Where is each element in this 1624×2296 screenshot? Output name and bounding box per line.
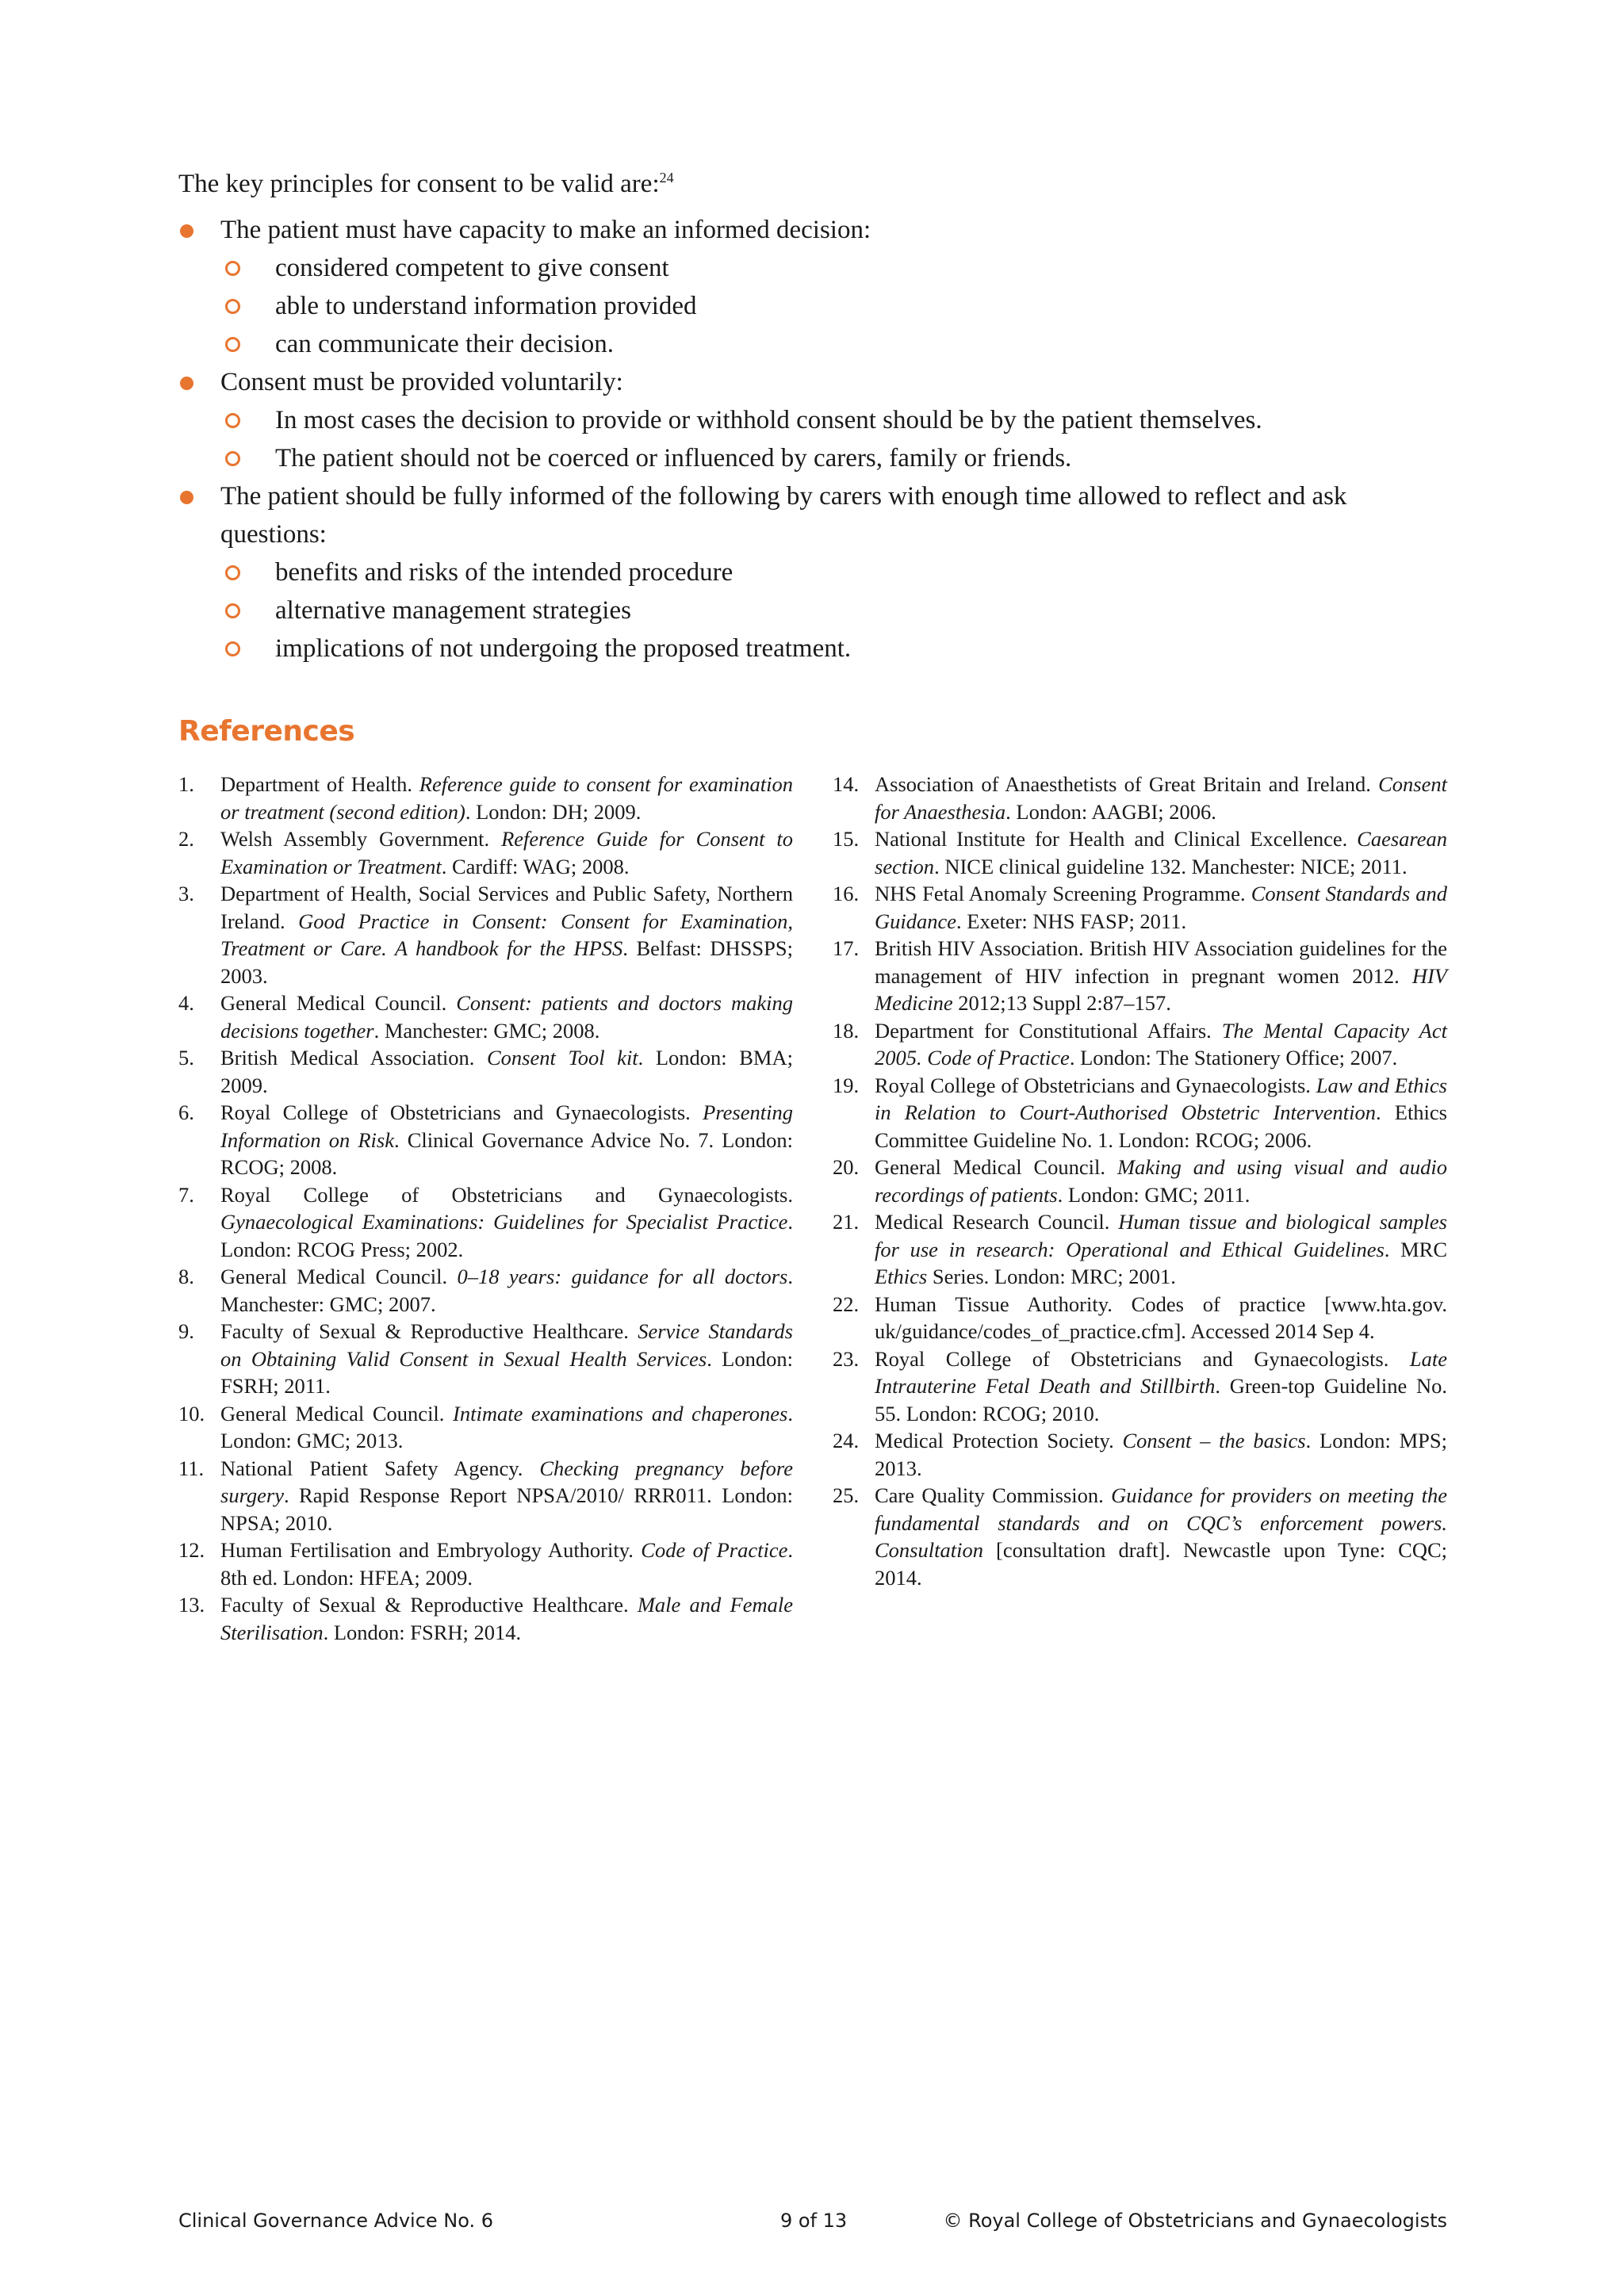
- circle-bullet-icon: [225, 413, 240, 428]
- principle-text: The patient must have capacity to make an informed decision:: [220, 216, 871, 244]
- reference-details: . London: The Stationery Office; 2007.: [1069, 1046, 1398, 1070]
- sub-item-text: In most cases the decision to provide or withhold consent should be by the patient themselves.: [275, 406, 1262, 434]
- footer-copyright: © Royal College of Obstetricians and Gynaecologists: [943, 2210, 1447, 2232]
- reference-author: General Medical Council.: [220, 1265, 458, 1288]
- reference-item: [833, 935, 1447, 1017]
- reference-title: Code of Practice: [641, 1538, 788, 1562]
- reference-details: . London: MPS; 2013.: [875, 1429, 1447, 1480]
- sub-item-text: considered competent to give consent: [275, 254, 669, 282]
- circle-bullet-icon: [225, 299, 240, 314]
- principle-item: [178, 363, 1447, 477]
- principle-text: The patient should be fully informed of the following by carers with enough time allowed to reflect and ask questions:: [220, 482, 1347, 549]
- sub-item-text: implications of not undergoing the proposed treatment.: [275, 634, 852, 663]
- sub-item-text: can communicate their decision.: [275, 330, 615, 358]
- intro-text: [178, 165, 674, 203]
- principle-sub-list: [220, 401, 1447, 477]
- reference-item: [833, 1072, 1447, 1154]
- reference-number: 9.: [178, 1319, 194, 1343]
- reference-number: 24.: [833, 1429, 860, 1452]
- reference-title: Consent – the basics: [1122, 1429, 1306, 1452]
- reference-details: . Rapid Response Report NPSA/2010/ RRR011. London: NPSA; 2010.: [220, 1483, 793, 1535]
- reference-author: National Patient Safety Agency.: [220, 1456, 540, 1480]
- reference-title: Good Practice in Consent: Consent for Examination, Treatment or Care. A handbook for the HPSS: [220, 909, 793, 960]
- reference-title: Law and Ethics in Relation to Court-Authorised Obstetric Intervention: [875, 1073, 1447, 1124]
- reference-details: . London: DH; 2009.: [465, 799, 642, 824]
- reference-details-extra: Series. London: MRC; 2001.: [927, 1265, 1176, 1288]
- reference-number: 21.: [833, 1210, 860, 1234]
- reference-item: [178, 1318, 793, 1400]
- reference-author: Faculty of Sexual & Reproductive Healthcare.: [220, 1593, 638, 1617]
- reference-number: 10.: [178, 1401, 205, 1425]
- reference-details: . London: AAGBI; 2006.: [1005, 799, 1216, 824]
- reference-title-extra: Ethics: [875, 1265, 928, 1288]
- reference-details: . London: FSRH; 2011.: [220, 1346, 793, 1398]
- references-column-right: [833, 771, 1447, 1591]
- reference-author: British HIV Association. British HIV Association guidelines for the management of HIV infection in pregnant women 2012.: [875, 936, 1447, 988]
- reference-details: . Exeter: NHS FASP; 2011.: [956, 909, 1187, 933]
- reference-item: [833, 1017, 1447, 1072]
- reference-item: [178, 1263, 793, 1318]
- reference-title: Gynaecological Examinations: Guidelines for Specialist Practice: [220, 1210, 788, 1234]
- intro-reference-marker: 24: [659, 170, 674, 186]
- reference-author: General Medical Council.: [220, 991, 457, 1015]
- reference-details: . Manchester: GMC; 2008.: [373, 1018, 600, 1043]
- reference-title: Consent Tool kit: [487, 1046, 638, 1070]
- circle-bullet-icon: [225, 641, 240, 656]
- reference-author: General Medical Council.: [875, 1155, 1117, 1179]
- reference-title: Checking pregnancy before surgery: [220, 1456, 794, 1507]
- principle-item: [178, 477, 1447, 668]
- reference-author: Human Tissue Authority. Codes of practice [www.hta.gov. uk/guidance/codes_of_practice.cfm]. Accessed 2014 Sep 4.: [875, 1292, 1447, 1343]
- reference-number: 11.: [178, 1456, 205, 1480]
- reference-author: Department of Health, Social Services and Public Safety, Northern Ireland.: [220, 882, 793, 933]
- circle-bullet-icon: [225, 451, 240, 466]
- reference-details: . Ethics Committee Guideline No. 1. London: RCOG; 2006.: [875, 1100, 1447, 1152]
- reference-author: Human Fertilisation and Embryology Authority.: [220, 1538, 642, 1562]
- reference-details: . Belfast: DHSSPS; 2003.: [220, 936, 794, 988]
- reference-details: . London: RCOG Press; 2002.: [220, 1210, 793, 1261]
- reference-item: [178, 1455, 793, 1537]
- circle-bullet-icon: [225, 565, 240, 580]
- reference-title: Intimate examinations and chaperones: [453, 1401, 788, 1425]
- reference-author: Care Quality Commission.: [875, 1483, 1112, 1507]
- reference-item: [833, 1208, 1447, 1291]
- reference-number: 7.: [178, 1182, 194, 1207]
- reference-details: . London: FSRH; 2014.: [323, 1620, 522, 1644]
- reference-details: [consultation draft]. Newcastle upon Tyne: CQC; 2014.: [875, 1538, 1447, 1590]
- reference-item: [178, 825, 793, 880]
- reference-item: [178, 1099, 793, 1181]
- reference-number: 22.: [833, 1292, 860, 1316]
- reference-title: Guidance for providers on meeting the fundamental standards and on CQC’s enforcement powers. Consultation: [875, 1483, 1447, 1562]
- reference-item: [178, 880, 793, 989]
- circle-bullet-icon: [225, 603, 240, 618]
- sub-item-text: The patient should not be coerced or influenced by carers, family or friends.: [275, 444, 1072, 473]
- reference-author: Medical Protection Society.: [875, 1429, 1123, 1452]
- reference-title: Making and using visual and audio recordings of patients: [875, 1155, 1447, 1207]
- reference-number: 13.: [178, 1593, 205, 1617]
- sub-item: [220, 287, 1447, 325]
- circle-bullet-icon: [225, 337, 240, 352]
- reference-author: Welsh Assembly Government.: [220, 827, 502, 851]
- reference-item: [833, 771, 1447, 825]
- reference-author: Royal College of Obstetricians and Gynaecologists.: [220, 1182, 793, 1207]
- reference-details: 2012;13 Suppl 2:87–157.: [952, 991, 1171, 1015]
- reference-author: Department of Health.: [220, 772, 419, 796]
- reference-author: National Institute for Health and Clinical Excellence.: [875, 827, 1358, 851]
- reference-number: 5.: [178, 1046, 194, 1070]
- sub-item: [220, 401, 1447, 439]
- reference-item: [178, 1400, 793, 1455]
- reference-title: Service Standards on Obtaining Valid Consent in Sexual Health Services: [220, 1319, 793, 1371]
- reference-details: . Clinical Governance Advice No. 7. London: RCOG; 2008.: [220, 1127, 793, 1179]
- reference-author: Royal College of Obstetricians and Gynaecologists.: [875, 1346, 1410, 1371]
- principle-sub-list: [220, 553, 1447, 668]
- reference-author: NHS Fetal Anomaly Screening Programme.: [875, 882, 1251, 905]
- principles-list: [178, 211, 1447, 668]
- reference-item: [833, 1291, 1447, 1345]
- reference-number: 8.: [178, 1265, 194, 1288]
- reference-number: 17.: [833, 936, 860, 960]
- circle-bullet-icon: [225, 261, 240, 276]
- sub-item: [220, 249, 1447, 287]
- sub-item: [220, 553, 1447, 591]
- reference-item: [833, 1427, 1447, 1482]
- sub-item-text: alternative management strategies: [275, 596, 631, 625]
- reference-title: Late Intrauterine Fetal Death and Stillbirth: [875, 1346, 1447, 1398]
- reference-item: [178, 989, 793, 1044]
- sub-item-text: benefits and risks of the intended procedure: [275, 558, 733, 587]
- reference-details: . London: GMC; 2011.: [1057, 1182, 1251, 1207]
- reference-item: [833, 825, 1447, 880]
- reference-number: 15.: [833, 827, 860, 851]
- reference-title: 0–18 years: guidance for all doctors: [457, 1265, 788, 1288]
- sub-item-text: able to understand information provided: [275, 292, 697, 320]
- reference-number: 19.: [833, 1073, 860, 1097]
- reference-details: . Green-top Guideline No. 55. London: RCOG; 2010.: [875, 1374, 1447, 1425]
- principle-item: [178, 211, 1447, 363]
- reference-author: Faculty of Sexual & Reproductive Healthcare.: [220, 1319, 638, 1343]
- footer-document-title: Clinical Governance Advice No. 6: [178, 2210, 494, 2232]
- sub-item: [220, 591, 1447, 629]
- reference-item: [833, 1345, 1447, 1428]
- sub-item: [220, 325, 1447, 363]
- sub-item: [220, 439, 1447, 477]
- sub-item: [220, 629, 1447, 668]
- reference-details: . Manchester: GMC; 2007.: [220, 1265, 793, 1316]
- reference-details: . MRC: [1384, 1237, 1448, 1261]
- reference-author: Department for Constitutional Affairs.: [875, 1018, 1222, 1043]
- references-column-left: [178, 771, 793, 1646]
- reference-number: 14.: [833, 772, 860, 796]
- reference-number: 12.: [178, 1538, 205, 1562]
- reference-author: Association of Anaesthetists of Great Britain and Ireland.: [875, 772, 1379, 796]
- references-heading: References: [178, 715, 355, 748]
- reference-number: 6.: [178, 1100, 194, 1124]
- reference-title: Presenting Information on Risk: [220, 1100, 793, 1152]
- reference-number: 25.: [833, 1483, 860, 1507]
- intro-label: The key principles for consent to be valid are:: [178, 170, 660, 198]
- reference-item: [178, 1044, 793, 1099]
- reference-title: HIV Medicine: [875, 963, 1447, 1015]
- bullet-dot-icon: [180, 377, 193, 390]
- reference-author: General Medical Council.: [220, 1401, 454, 1425]
- reference-author: Royal College of Obstetricians and Gynaecologists.: [220, 1100, 703, 1124]
- reference-author: Medical Research Council.: [875, 1210, 1119, 1234]
- reference-details: . NICE clinical guideline 132. Manchester: NICE; 2011.: [934, 854, 1408, 878]
- reference-number: 23.: [833, 1346, 860, 1371]
- reference-number: 20.: [833, 1155, 860, 1179]
- principle-text: Consent must be provided voluntarily:: [220, 368, 623, 396]
- reference-number: 1.: [178, 772, 194, 796]
- reference-number: 3.: [178, 882, 194, 905]
- reference-details: . London: GMC; 2013.: [220, 1401, 793, 1452]
- reference-title: Reference guide to consent for examination or treatment (second edition): [220, 772, 793, 824]
- reference-title: Reference Guide for Consent to Examination or Treatment: [220, 827, 794, 878]
- reference-title: Consent Standards and Guidance: [875, 882, 1447, 933]
- reference-number: 18.: [833, 1018, 860, 1043]
- bullet-dot-icon: [180, 224, 193, 238]
- footer-page-number: 9 of 13: [780, 2210, 848, 2232]
- reference-item: [178, 1591, 793, 1646]
- reference-title: The Mental Capacity Act 2005. Code of Practice: [875, 1018, 1447, 1070]
- reference-item: [833, 1482, 1447, 1591]
- principle-sub-list: [220, 249, 1447, 363]
- bullet-dot-icon: [180, 491, 193, 504]
- reference-author: Royal College of Obstetricians and Gynaecologists.: [875, 1073, 1316, 1097]
- reference-details: . Cardiff: WAG; 2008.: [441, 854, 630, 878]
- reference-item: [178, 1181, 793, 1264]
- reference-item: [178, 1536, 793, 1591]
- reference-details: . London: BMA; 2009.: [220, 1046, 793, 1097]
- reference-title: Human tissue and biological samples for use in research: Operational and Ethical Guidelines: [875, 1210, 1447, 1261]
- reference-item: [833, 880, 1447, 935]
- reference-item: [833, 1154, 1447, 1208]
- reference-author: British Medical Association.: [220, 1046, 487, 1070]
- reference-title: Caesarean section: [875, 827, 1447, 878]
- reference-number: 4.: [178, 991, 194, 1015]
- reference-title: Consent: patients and doctors making decisions together: [220, 991, 793, 1043]
- reference-number: 2.: [178, 827, 194, 851]
- reference-item: [178, 771, 793, 825]
- reference-details: . 8th ed. London: HFEA; 2009.: [220, 1538, 793, 1590]
- reference-number: 16.: [833, 882, 860, 905]
- reference-title: Consent for Anaesthesia: [875, 772, 1447, 824]
- reference-title: Male and Female Sterilisation: [220, 1593, 793, 1644]
- page-footer: [178, 2210, 1447, 2241]
